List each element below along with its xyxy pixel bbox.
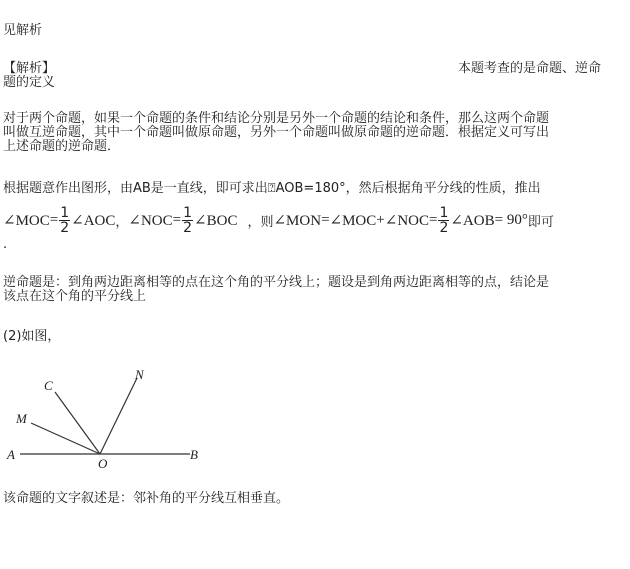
para1-line3: 上述命题的逆命题．	[3, 139, 121, 154]
eq-equals-2: =	[172, 211, 182, 228]
fraction-den: 2	[60, 219, 70, 236]
label-N: N	[135, 367, 144, 382]
part2-text: 如图，	[21, 329, 61, 344]
see-solution-text: 见解析	[3, 23, 43, 38]
angle-equation-row	[3, 200, 554, 240]
analysis-topic-wrap: 题的定义	[3, 75, 56, 90]
fraction-num: 1	[60, 204, 70, 221]
eq-plus: +	[376, 211, 385, 228]
fraction-half-3	[438, 206, 449, 235]
label-C: C	[44, 378, 53, 393]
fraction-den: 2	[439, 219, 449, 236]
eq-equals-1: =	[49, 211, 59, 228]
fraction-half-2	[182, 206, 193, 235]
eq-sep: ，	[115, 214, 129, 230]
para1-line2: 叫做互逆命题，其中一个命题叫做原命题，另外一个命题叫做原命题的逆命题．根据定义可写出	[3, 125, 550, 140]
eq-boc: ∠BOC	[194, 212, 238, 229]
fraction-half-1	[59, 206, 70, 235]
para3-line1: 逆命题是：到角两边距离相等的点在这个角的平分线上；题设是到角两边距离相等的点，结论是	[3, 275, 550, 290]
conclusion-text: 该命题的文字叙述是：邻补角的平分线互相垂直。	[3, 491, 290, 506]
para2-line1: 根据题意作出图形，由AB是一直线，即可求出⍰AOB=180°，然后根据角平分线的性质，推出	[3, 181, 541, 196]
eq-noc-2: ∠NOC	[384, 212, 429, 229]
eq-ninety: = 90°	[494, 211, 528, 228]
label-B: B	[190, 447, 198, 462]
eq-aoc: ∠AOC	[71, 212, 116, 229]
ray-ON	[100, 378, 137, 454]
para1-line1: 对于两个命题，如果一个命题的条件和结论分别是另外一个命题的结论和条件，那么这两个命题	[3, 111, 550, 126]
analysis-tag: 【解析】	[3, 61, 56, 76]
para3-line2: 该点在这个角的平分线上	[3, 289, 147, 304]
label-A: A	[7, 447, 15, 462]
eq-then: ，则	[247, 214, 274, 230]
eq-moc-2: ∠MOC	[329, 212, 377, 229]
fraction-den: 2	[183, 219, 193, 236]
eq-moc: ∠MOC	[3, 212, 50, 229]
label-M: M	[16, 411, 27, 426]
para2-end-dot: .	[3, 237, 8, 252]
part2-label: (2)	[3, 329, 22, 344]
analysis-topic: 本题考查的是命题、逆命	[458, 61, 602, 76]
eq-mon: ∠MON	[273, 212, 322, 229]
part2-heading	[3, 330, 60, 344]
fraction-num: 1	[439, 204, 449, 221]
ray-OC	[55, 392, 100, 454]
eq-equals-4: =	[429, 211, 438, 228]
label-O: O	[98, 456, 108, 471]
eq-aob: ∠AOB	[450, 212, 495, 229]
fraction-num: 1	[183, 204, 193, 221]
eq-done: 即可	[527, 214, 554, 230]
ray-OM	[31, 423, 100, 454]
eq-equals-3: =	[321, 211, 330, 228]
eq-noc: ∠NOC	[128, 212, 173, 229]
geometry-figure	[0, 360, 230, 480]
